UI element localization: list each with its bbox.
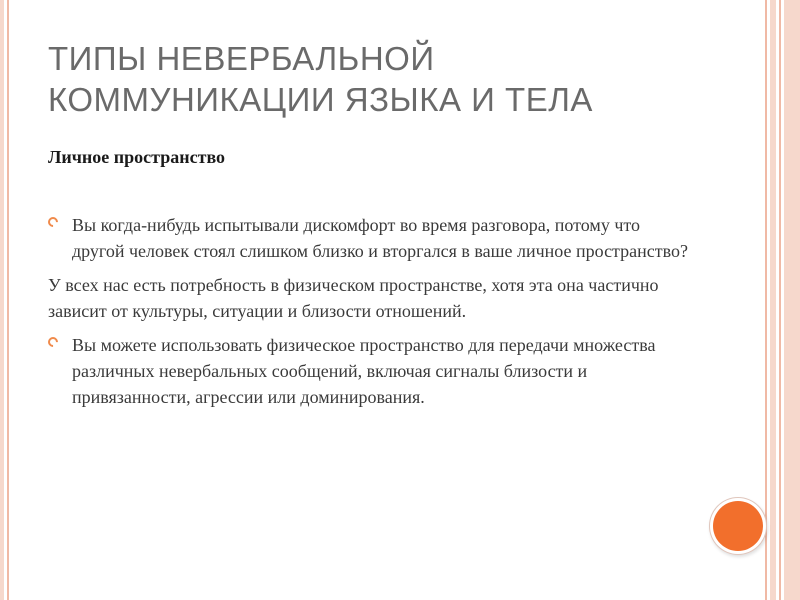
slide-title <box>48 38 728 120</box>
title-line-1: ТИПЫ НЕВЕРБАЛЬНОЙ <box>48 40 435 77</box>
bullet-icon <box>46 215 60 229</box>
slide-subtitle: Личное пространство <box>48 147 226 167</box>
decorative-orange-circle <box>713 501 763 551</box>
paragraph-text: У всех нас есть потребность в физическом пространстве, хотя эта она частично зависит от культуры, ситуации и близости отношений. <box>48 275 659 321</box>
paragraph-text: Вы когда-нибудь испытывали дискомфорт во время разговора, потому что другой человек стоял слишком близко и вторгался в ваше личное пространство? <box>72 215 688 261</box>
plain-paragraph <box>48 272 688 324</box>
left-stripe-line <box>7 0 9 600</box>
bullet-icon <box>46 335 60 349</box>
right-stripe-line <box>765 0 767 600</box>
right-stripe <box>770 0 776 600</box>
slide-content <box>48 212 688 418</box>
right-stripe-thin <box>779 0 781 600</box>
paragraph-text: Вы можете использовать физическое пространство для передачи множества различных невербальных сообщений, включая сигналы близости и привязанности, агрессии или доминирования. <box>72 335 656 407</box>
left-stripe <box>0 0 4 600</box>
title-line-2: КОММУНИКАЦИИ ЯЗЫКА И ТЕЛА <box>48 81 593 118</box>
bullet-paragraph-1 <box>48 212 688 264</box>
right-stripe-wide <box>784 0 800 600</box>
bullet-paragraph-2 <box>48 332 688 410</box>
